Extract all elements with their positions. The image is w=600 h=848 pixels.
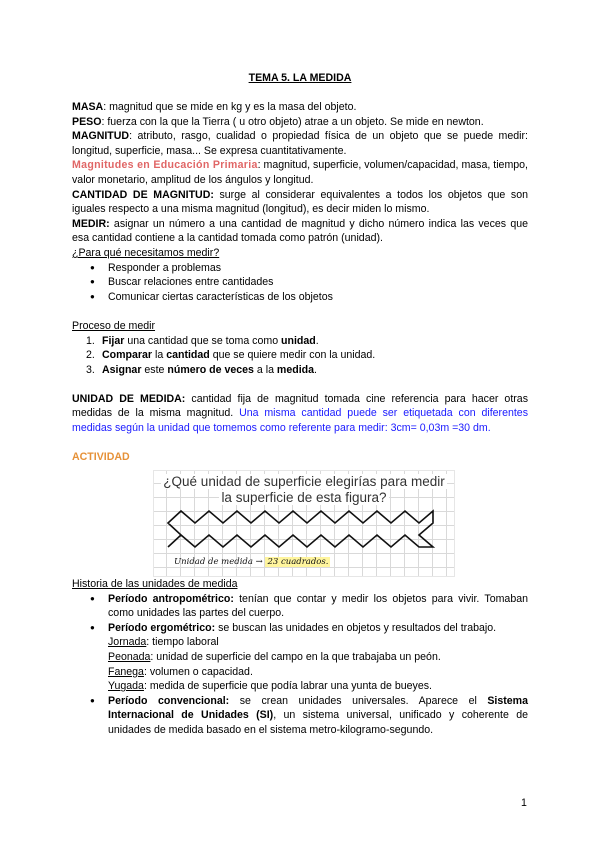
def-peso: PESO: fuerza con la que la Tierra ( u otro objeto) atrae a un objeto. Se mide en newton. [72, 115, 484, 128]
term-peso: PESO [72, 115, 102, 128]
list-item: ● Buscar relaciones entre cantidades [94, 275, 528, 290]
term-unidad: UNIDAD DE MEDIDA: [72, 392, 186, 405]
why-heading: ¿Para qué necesitamos medir? [72, 246, 220, 259]
def-medir: MEDIR: asignar un número a una cantidad de magnitud y dicho número indica las veces que esa cantidad contiene a la cantidad tomada como patrón (unidad). [72, 217, 528, 245]
proceso-list [72, 334, 528, 378]
page-number: 1 [521, 797, 527, 809]
sub-item: Yugada: medida de superficie que podía labrar una yunta de bueyes. [108, 680, 432, 693]
list-item: Asignar este número de veces a la medida. [102, 363, 317, 376]
sub-item: Fanega: volumen o capacidad. [108, 665, 253, 678]
list-item: ● Período antropométrico: tenían que contar y medir los objetos para vivir. Tomaban como unidades las partes del cuerpo. [94, 592, 528, 621]
list-item: ● Comunicar ciertas características de los objetos [94, 290, 528, 305]
page-title: TEMA 5. LA MEDIDA [248, 72, 352, 84]
figure-question: ¿Qué unidad de superficie elegirías para medir la superficie de esta figura? [163, 474, 445, 505]
list-item: ● Período convencional: se crean unidades universales. Aparece el Sistema Internacional de Unidades (SI), un sistema universal, unificado y coherente de unidades de medida basado en el sistema metro-kilogramo-segundo. [94, 694, 528, 738]
list-item: ● Responder a problemas [94, 261, 528, 276]
actividad-figure [153, 470, 455, 577]
def-magnitudes-primaria: Magnitudes en Educación Primaria: magnitud, superficie, volumen/capacidad, masa, tiempo, valor monetario, amplitud de los ángulos y longitud. [72, 159, 528, 186]
term-medir: MEDIR: [72, 217, 110, 230]
historia-list [72, 592, 528, 738]
historia-heading: Historia de las unidades de medida [72, 578, 238, 590]
sub-item: Jornada: tiempo laboral [108, 636, 219, 649]
term-magnitud: MAGNITUD [72, 130, 130, 143]
def-masa: MASA: magnitud que se mide en kg y es la masa del objeto. [72, 101, 357, 113]
historia-section [72, 577, 528, 738]
proceso-heading: Proceso de medir [72, 319, 156, 332]
term-magnitudes-primaria: Magnitudes en Educación Primaria [72, 159, 258, 172]
why-list [72, 261, 528, 305]
term-cantidad: CANTIDAD DE MAGNITUD: [72, 188, 214, 201]
list-item: Comparar la cantidad que se quiere medir con la unidad. [102, 349, 376, 362]
def-cantidad: CANTIDAD DE MAGNITUD: surge al considerar equivalentes a todos los objetos que son iguales respecto a una misma magnitud (longitud), es decir miden lo mismo. [72, 188, 528, 216]
actividad-heading: ACTIVIDAD [72, 451, 130, 464]
figure-unit-annotation: Unidad de medida → 23 cuadrados. [174, 557, 329, 567]
list-item: ● Período ergométrico: se buscan las unidades en objetos y resultados del trabajo. Jornada: tiempo laboral Peonada: unidad de superficie del campo en la que trabajaba un peón. Fanega: volumen o capacidad. Yugada: medida de superficie que podía labrar una yunta de bueyes. [94, 621, 528, 694]
term-masa: MASA [72, 101, 104, 113]
list-item: Fijar una cantidad que se toma como unidad. [102, 334, 319, 347]
def-magnitud: MAGNITUD: atributo, rasgo, cualidad o propiedad física de un objeto que se puede medir: longitud, superficie, masa... Se expresa cuantitativamente. [72, 130, 528, 157]
def-unidad-medida: UNIDAD DE MEDIDA: cantidad fija de magnitud tomada cine referencia para hacer otras medidas de la misma magnitud. Una misma cantidad puede ser etiquetada con diferentes medidas según la unidad que tomemos como referente para medir: 3cm= 0,03m =30 dm. [72, 392, 528, 435]
definitions-section [72, 100, 528, 465]
sub-item: Peonada: unidad de superficie del campo en la que trabajaba un peón. [108, 650, 441, 663]
